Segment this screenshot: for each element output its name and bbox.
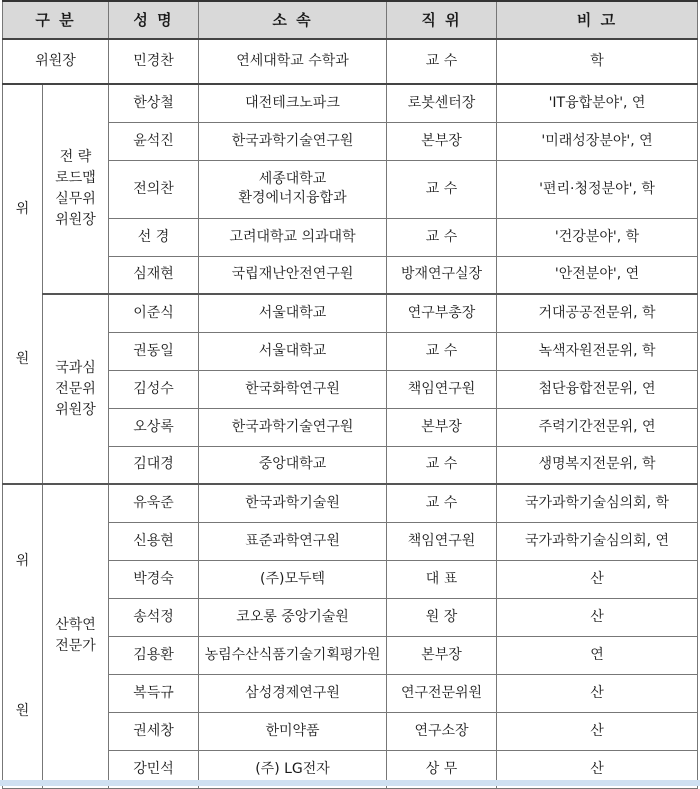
subgroup-label <box>43 484 109 788</box>
member-name: 권세창 <box>109 712 199 750</box>
affiliation-line: 한국과학기술원 <box>245 494 340 511</box>
header-row <box>3 1 698 39</box>
group-main-label-top <box>3 84 43 484</box>
subgroup-label-line: 위원장 <box>55 212 96 228</box>
member-name: 김용환 <box>109 636 199 674</box>
group-main-label-bottom <box>3 484 43 788</box>
member-row <box>3 294 698 332</box>
affiliation-line: 농림수산식품기술기획평가원 <box>204 646 381 663</box>
member-position: 본부장 <box>387 636 497 674</box>
affiliation-line: 대전테크노파크 <box>245 94 340 111</box>
member-remarks: 산 <box>497 750 698 788</box>
member-remarks: 생명복지전문위, 학 <box>497 446 698 484</box>
affiliation-line: 서울대학교 <box>258 342 327 359</box>
subgroup-label-line: 국과심 <box>55 359 96 376</box>
subgroup-label-line: 산학연 <box>55 617 96 634</box>
member-remarks: 연 <box>497 636 698 674</box>
affiliation-line: (주)모두텍 <box>260 570 326 587</box>
member-name: 송석정 <box>109 598 199 636</box>
member-position: 방재연구실장 <box>387 256 497 294</box>
member-affiliation <box>199 370 387 408</box>
header-position: 직 위 <box>387 1 497 39</box>
affiliation-line: 국립재난안전연구원 <box>231 266 354 283</box>
member-affiliation <box>199 484 387 522</box>
member-position: 교 수 <box>387 160 497 218</box>
chair-remarks: 학 <box>497 39 698 84</box>
group-main-char: 원 <box>15 703 30 720</box>
affiliation-line: 세종대학교 <box>258 171 327 187</box>
chair-name: 민경찬 <box>109 39 199 84</box>
affiliation-line: 표준과학연구원 <box>245 532 340 549</box>
member-name: 권동일 <box>109 332 199 370</box>
member-name: 오상록 <box>109 408 199 446</box>
header-category: 구 분 <box>3 1 109 39</box>
member-remarks: '건강분야', 학 <box>497 218 698 256</box>
committee-table <box>2 0 698 789</box>
affiliation-line: 고려대학교 의과대학 <box>229 228 356 245</box>
affiliation-line: 환경에너지융합과 <box>238 190 347 206</box>
affiliation-line: 한미약품 <box>265 722 320 739</box>
member-name: 한상철 <box>109 84 199 122</box>
member-position: 연구전문위원 <box>387 674 497 712</box>
member-remarks: '편리·청정분야', 학 <box>497 160 698 218</box>
chair-label: 위원장 <box>3 39 109 84</box>
member-affiliation <box>199 598 387 636</box>
subgroup-label-line: 전 략 <box>59 149 92 165</box>
member-affiliation <box>199 160 387 218</box>
member-position: 원 장 <box>387 598 497 636</box>
member-position: 교 수 <box>387 484 497 522</box>
member-remarks: '미래성장분야', 연 <box>497 122 698 160</box>
member-position: 연구부총장 <box>387 294 497 332</box>
member-position: 본부장 <box>387 408 497 446</box>
member-name: 윤석진 <box>109 122 199 160</box>
member-position: 교 수 <box>387 332 497 370</box>
member-position: 교 수 <box>387 218 497 256</box>
member-name: 전의찬 <box>109 160 199 218</box>
member-name: 강민석 <box>109 750 199 788</box>
header-name: 성 명 <box>109 1 199 39</box>
member-remarks: 산 <box>497 598 698 636</box>
member-position: 로봇센터장 <box>387 84 497 122</box>
member-remarks: 녹색자원전문위, 학 <box>497 332 698 370</box>
member-affiliation <box>199 674 387 712</box>
member-affiliation <box>199 522 387 560</box>
affiliation-line: (주) LG전자 <box>255 760 330 777</box>
affiliation-line: 한국과학기술연구원 <box>231 132 354 149</box>
member-affiliation <box>199 332 387 370</box>
member-remarks: 국가과학기술심의회, 연 <box>497 522 698 560</box>
member-remarks: 국가과학기술심의회, 학 <box>497 484 698 522</box>
affiliation-line: 한국과학기술연구원 <box>231 418 354 435</box>
subgroup-label <box>43 294 109 484</box>
member-affiliation <box>199 446 387 484</box>
member-remarks: 산 <box>497 674 698 712</box>
member-name: 박경숙 <box>109 560 199 598</box>
member-position: 본부장 <box>387 122 497 160</box>
member-row <box>3 484 698 522</box>
member-affiliation <box>199 294 387 332</box>
chair-affiliation: 연세대학교 수학과 <box>199 39 387 84</box>
subgroup-label <box>43 84 109 294</box>
member-name: 김성수 <box>109 370 199 408</box>
member-affiliation <box>199 218 387 256</box>
member-name: 이준식 <box>109 294 199 332</box>
member-affiliation <box>199 408 387 446</box>
header-remarks: 비 고 <box>497 1 698 39</box>
subgroup-label-line: 실무위 <box>55 191 96 207</box>
header-affiliation: 소 속 <box>199 1 387 39</box>
member-name: 신용현 <box>109 522 199 560</box>
chair-position: 교 수 <box>387 39 497 84</box>
member-affiliation <box>199 636 387 674</box>
member-remarks: 산 <box>497 712 698 750</box>
member-remarks: 첨단융합전문위, 연 <box>497 370 698 408</box>
group-main-char: 원 <box>15 351 30 367</box>
affiliation-line: 삼성경제연구원 <box>245 684 340 701</box>
member-affiliation <box>199 84 387 122</box>
member-remarks: 주력기간전문위, 연 <box>497 408 698 446</box>
subgroup-label-line: 전문가 <box>55 638 96 655</box>
member-affiliation <box>199 712 387 750</box>
affiliation-line: 한국화학연구원 <box>245 380 340 397</box>
member-position: 책임연구원 <box>387 370 497 408</box>
member-position: 책임연구원 <box>387 522 497 560</box>
subgroup-label-line: 로드맵 <box>55 170 96 186</box>
member-name: 복득규 <box>109 674 199 712</box>
group-main-char: 위 <box>15 553 30 570</box>
member-name: 선 경 <box>109 218 199 256</box>
member-remarks: '안전분야', 연 <box>497 256 698 294</box>
subgroup-label-line: 위원장 <box>55 401 96 418</box>
subgroup-label-line: 전문위 <box>55 380 96 397</box>
chair-row <box>3 39 698 84</box>
member-position: 교 수 <box>387 446 497 484</box>
member-position: 대 표 <box>387 560 497 598</box>
member-position: 상 무 <box>387 750 497 788</box>
member-row <box>3 84 698 122</box>
affiliation-line: 코오롱 중앙기술원 <box>236 608 349 625</box>
member-remarks: 산 <box>497 560 698 598</box>
member-remarks: 'IT융합분야', 연 <box>497 84 698 122</box>
member-position: 연구소장 <box>387 712 497 750</box>
bottom-strip <box>0 780 700 786</box>
group-main-char: 위 <box>15 201 30 217</box>
affiliation-line: 서울대학교 <box>258 304 327 321</box>
affiliation-line: 중앙대학교 <box>258 456 327 473</box>
member-name: 유욱준 <box>109 484 199 522</box>
member-affiliation <box>199 122 387 160</box>
member-name: 심재현 <box>109 256 199 294</box>
member-affiliation <box>199 560 387 598</box>
member-name: 김대경 <box>109 446 199 484</box>
member-affiliation <box>199 256 387 294</box>
member-remarks: 거대공공전문위, 학 <box>497 294 698 332</box>
